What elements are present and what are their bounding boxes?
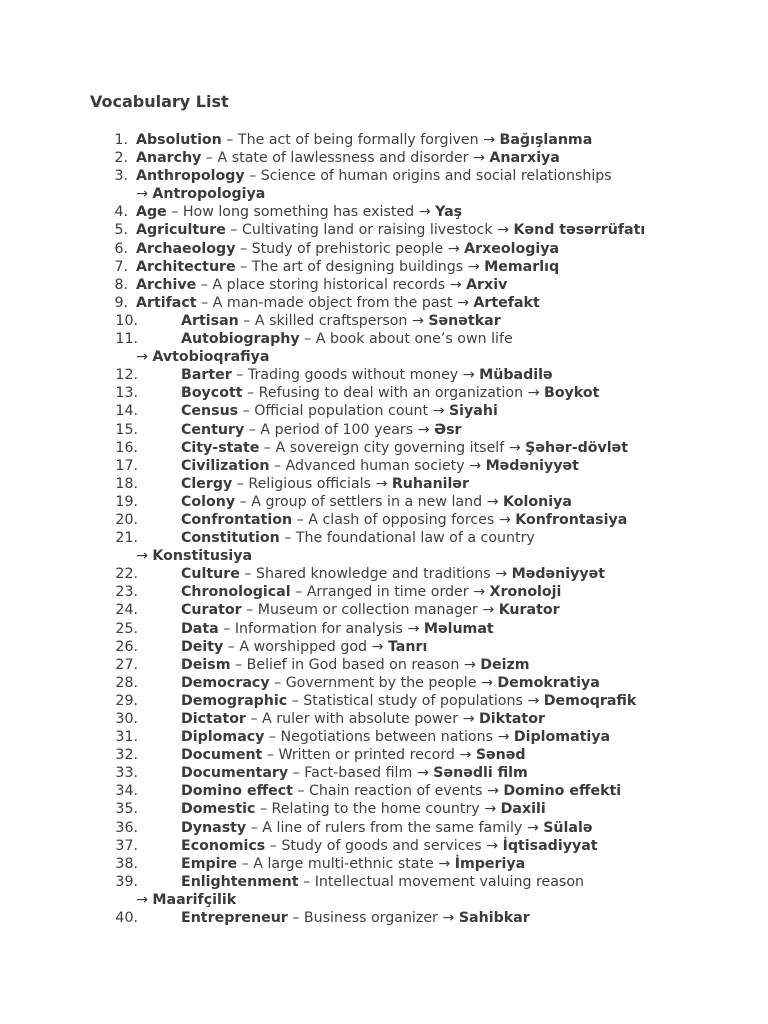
- item-definition: – A worshipped god: [223, 638, 372, 655]
- item-translation: Avtobioqrafiya: [152, 349, 270, 366]
- list-item: [0, 511, 768, 529]
- item-definition: – Information for analysis: [218, 620, 408, 637]
- item-text: [136, 276, 507, 294]
- arrow-icon: →: [417, 421, 435, 438]
- item-text: [181, 638, 427, 656]
- item-translation: Memarlıq: [484, 258, 560, 275]
- arrow-icon: →: [472, 150, 490, 167]
- item-term: Domestic: [181, 801, 256, 818]
- item-translation: Domino effekti: [503, 783, 622, 800]
- list-item: [0, 620, 768, 638]
- item-translation: Sahibkar: [458, 910, 530, 927]
- item-term: Document: [181, 747, 263, 764]
- item-term: Agriculture: [136, 222, 226, 239]
- list-item: [0, 674, 768, 692]
- item-term: Documentary: [181, 765, 289, 782]
- item-term: Deity: [181, 638, 224, 655]
- list-item: [0, 601, 768, 619]
- item-definition: – Statistical study of populations: [287, 692, 528, 709]
- list-item: [0, 819, 768, 837]
- item-text: [181, 746, 526, 764]
- item-number: 22.: [115, 566, 138, 583]
- list-item: [0, 728, 768, 746]
- item-text: [181, 710, 545, 728]
- item-definition: – Science of human origins and social relationships: [244, 168, 612, 185]
- list-item: [0, 565, 768, 583]
- item-definition: – Advanced human society: [269, 457, 470, 474]
- item-text: [181, 439, 628, 457]
- item-definition: – A clash of opposing forces: [292, 511, 499, 528]
- list-item: [0, 276, 768, 294]
- item-translation: Sənətkar: [428, 312, 501, 329]
- item-translation: Yaş: [435, 204, 463, 221]
- item-text: [136, 294, 540, 312]
- list-item: [0, 457, 768, 475]
- item-term: Culture: [181, 566, 240, 583]
- arrow-icon: →: [484, 801, 501, 818]
- item-definition: – A place storing historical records: [196, 276, 450, 293]
- item-definition: – A ruler with absolute power: [245, 711, 463, 727]
- item-translation: Mübadilə: [479, 367, 553, 384]
- item-definition: – A line of rulers from the same family: [246, 819, 527, 836]
- item-term: Colony: [181, 493, 236, 510]
- item-translation: Sülalə: [543, 819, 593, 836]
- item-text: [136, 131, 592, 149]
- item-translation: Konstitusiya: [152, 548, 253, 565]
- item-translation: İqtisadiyyat: [502, 837, 598, 854]
- item-number: 19.: [115, 493, 138, 510]
- item-term: Data: [181, 620, 219, 637]
- item-number: 6.: [114, 240, 128, 257]
- item-term: Diplomacy: [181, 729, 265, 746]
- list-item: [0, 638, 768, 656]
- arrow-icon: →: [371, 638, 388, 655]
- item-term: Empire: [181, 855, 238, 872]
- item-definition: – A period of 100 years: [244, 421, 418, 438]
- item-continuation: [136, 547, 252, 565]
- item-translation: Xronoloji: [489, 584, 562, 601]
- item-translation: Kənd təsərrüfatı: [513, 222, 646, 239]
- item-translation: Arxeologiya: [464, 240, 560, 257]
- item-term: Census: [181, 403, 239, 420]
- list-item: [0, 167, 768, 203]
- item-number: 36.: [115, 819, 138, 836]
- arrow-icon: →: [467, 258, 485, 275]
- item-number: 15.: [115, 421, 138, 438]
- arrow-icon: →: [508, 439, 526, 456]
- arrow-icon: →: [495, 566, 512, 583]
- item-definition: – Museum or collection manager: [241, 602, 483, 619]
- item-text: [181, 909, 530, 927]
- item-text: [136, 240, 559, 258]
- item-number: 28.: [115, 674, 138, 691]
- item-number: 24.: [115, 602, 138, 619]
- item-number: 3.: [114, 168, 128, 185]
- arrow-icon: →: [375, 475, 392, 492]
- list-item: [0, 402, 768, 420]
- item-translation: Antropologiya: [152, 186, 266, 203]
- item-term: Boycott: [181, 385, 243, 402]
- item-definition: – A sovereign city governing itself: [259, 439, 509, 456]
- item-term: Entrepreneur: [181, 910, 288, 927]
- arrow-icon: →: [432, 403, 449, 420]
- list-item: [0, 330, 768, 366]
- arrow-icon: →: [438, 855, 455, 872]
- item-translation: Artefakt: [473, 294, 540, 311]
- item-translation: Maarifçilik: [152, 891, 237, 908]
- list-item: [0, 221, 768, 239]
- item-translation: Deizm: [480, 656, 530, 673]
- item-definition: – Belief in God based on reason: [230, 656, 464, 673]
- list-item: [0, 384, 768, 402]
- item-definition: – The act of being formally forgiven: [221, 132, 484, 148]
- arrow-icon: →: [442, 910, 459, 927]
- item-term: Artisan: [181, 312, 239, 329]
- item-translation: Tanrı: [387, 638, 428, 655]
- item-term: Dictator: [181, 711, 246, 727]
- list-item: [0, 149, 768, 167]
- item-term: Curator: [181, 602, 242, 619]
- arrow-icon: →: [447, 240, 465, 257]
- arrow-icon: →: [526, 819, 544, 836]
- list-item: [0, 873, 768, 909]
- list-item: [0, 203, 768, 221]
- item-term: Domino effect: [181, 783, 293, 800]
- item-translation: Mədəniyyət: [485, 457, 579, 474]
- item-definition: – A man-made object from the past: [196, 294, 457, 311]
- item-text: [181, 601, 560, 619]
- item-definition: – Business organizer: [287, 910, 443, 927]
- item-translation: Koloniya: [503, 493, 572, 510]
- item-number: 27.: [115, 656, 138, 673]
- item-text: [136, 258, 559, 276]
- item-text: [136, 203, 462, 221]
- item-text: [181, 764, 528, 782]
- item-definition: – Religious officials: [232, 475, 376, 492]
- item-text: [181, 692, 636, 710]
- item-text: [181, 330, 513, 348]
- item-term: Archive: [136, 276, 197, 293]
- item-number: 34.: [115, 783, 138, 800]
- item-continuation: [136, 185, 265, 203]
- item-number: 17.: [115, 457, 138, 474]
- item-text: [181, 493, 572, 511]
- item-term: Constitution: [181, 530, 280, 547]
- item-number: 33.: [115, 765, 138, 782]
- item-number: 13.: [115, 385, 138, 402]
- item-definition: – How long something has existed: [166, 204, 419, 221]
- item-term: Deism: [181, 656, 231, 673]
- arrow-icon: →: [486, 783, 504, 800]
- vocabulary-list: [0, 131, 768, 927]
- item-translation: Arxiv: [466, 276, 508, 293]
- item-term: Enlightenment: [181, 873, 299, 890]
- list-item: [0, 656, 768, 674]
- item-number: 30.: [115, 711, 138, 727]
- list-item: [0, 366, 768, 384]
- arrow-icon: →: [497, 222, 514, 239]
- item-definition: – A group of settlers in a new land: [235, 493, 487, 510]
- item-number: 1.: [114, 132, 128, 148]
- item-term: Dynasty: [181, 819, 247, 836]
- item-text: [181, 620, 494, 638]
- item-definition: – Written or printed record: [262, 747, 460, 764]
- item-definition: – A state of lawlessness and disorder: [201, 150, 473, 167]
- list-item: [0, 421, 768, 439]
- item-number: 14.: [115, 403, 138, 420]
- item-text: [136, 167, 612, 185]
- item-number: 39.: [115, 873, 138, 890]
- item-definition: – The art of designing buildings: [235, 258, 468, 275]
- item-definition: – Refusing to deal with an organization: [242, 385, 528, 402]
- item-translation: Siyahi: [448, 403, 498, 420]
- item-term: City-state: [181, 439, 260, 456]
- item-translation: Boykot: [544, 385, 600, 402]
- item-number: 38.: [115, 855, 138, 872]
- item-number: 32.: [115, 747, 138, 764]
- list-item: [0, 764, 768, 782]
- item-number: 20.: [115, 511, 138, 528]
- item-text: [136, 149, 560, 167]
- arrow-icon: →: [473, 584, 490, 601]
- list-item: [0, 855, 768, 873]
- item-term: Barter: [181, 367, 232, 384]
- item-number: 29.: [115, 692, 138, 709]
- arrow-icon: →: [418, 204, 436, 221]
- item-translation: Diktator: [479, 711, 545, 727]
- list-item: [0, 258, 768, 276]
- item-translation: Mədəniyyət: [511, 566, 605, 583]
- item-text: [181, 511, 627, 529]
- arrow-icon: →: [136, 891, 153, 908]
- item-text: [181, 583, 561, 601]
- item-term: Autobiography: [181, 331, 300, 348]
- list-item: [0, 312, 768, 330]
- arrow-icon: →: [469, 457, 486, 474]
- arrow-icon: →: [486, 493, 504, 510]
- item-definition: – A skilled craftsperson: [238, 312, 412, 329]
- list-item: [0, 131, 768, 149]
- item-number: 26.: [115, 638, 138, 655]
- arrow-icon: →: [463, 656, 481, 673]
- item-text: [136, 221, 645, 239]
- arrow-icon: →: [457, 294, 474, 311]
- item-number: 9.: [114, 294, 128, 311]
- item-text: [181, 529, 535, 547]
- item-term: Century: [181, 421, 245, 438]
- item-term: Anthropology: [136, 168, 245, 185]
- item-translation: Əsr: [434, 421, 462, 438]
- list-item: [0, 746, 768, 764]
- item-translation: Məlumat: [423, 620, 494, 637]
- item-translation: Sənədli film: [433, 765, 528, 782]
- arrow-icon: →: [483, 132, 500, 148]
- item-continuation: [136, 348, 270, 366]
- item-definition: – Negotiations between nations: [264, 729, 498, 746]
- list-item: [0, 493, 768, 511]
- arrow-icon: →: [462, 367, 480, 384]
- item-definition: – Shared knowledge and traditions: [239, 566, 496, 583]
- item-translation: Demoqrafik: [543, 692, 637, 709]
- item-text: [181, 819, 592, 837]
- item-text: [181, 837, 598, 855]
- item-number: 40.: [115, 910, 138, 927]
- item-definition: – Cultivating land or raising livestock: [225, 222, 498, 239]
- item-definition: – Official population count: [238, 403, 433, 420]
- item-number: 4.: [114, 204, 128, 221]
- list-item: [0, 439, 768, 457]
- item-term: Clergy: [181, 475, 233, 492]
- item-term: Demographic: [181, 692, 288, 709]
- arrow-icon: →: [480, 674, 498, 691]
- arrow-icon: →: [416, 765, 434, 782]
- item-term: Civilization: [181, 457, 270, 474]
- item-number: 35.: [115, 801, 138, 818]
- item-number: 2.: [114, 150, 128, 167]
- item-text: [181, 800, 546, 818]
- arrow-icon: →: [459, 747, 476, 764]
- item-text: [181, 656, 530, 674]
- list-item: [0, 240, 768, 258]
- item-text: [181, 873, 584, 891]
- arrow-icon: →: [482, 602, 499, 619]
- item-text: [181, 402, 498, 420]
- list-item: [0, 475, 768, 493]
- item-text: [181, 366, 553, 384]
- item-definition: – Fact-based film: [288, 765, 417, 782]
- item-definition: – The foundational law of a country: [279, 530, 535, 547]
- item-definition: – Intellectual movement valuing reason: [298, 873, 584, 890]
- item-definition: – Relating to the home country: [255, 801, 485, 818]
- arrow-icon: →: [449, 276, 467, 293]
- page-title: Vocabulary List: [90, 92, 229, 111]
- item-term: Chronological: [181, 584, 291, 601]
- item-definition: – A large multi-ethnic state: [237, 855, 439, 872]
- arrow-icon: →: [136, 548, 153, 565]
- list-item: [0, 529, 768, 565]
- item-term: Architecture: [136, 258, 236, 275]
- item-text: [181, 421, 462, 439]
- item-number: 5.: [114, 222, 128, 239]
- item-term: Economics: [181, 837, 266, 854]
- item-text: [181, 384, 599, 402]
- item-translation: Diplomatiya: [513, 729, 611, 746]
- item-number: 8.: [114, 276, 128, 293]
- item-translation: Daxili: [500, 801, 546, 818]
- item-text: [181, 457, 579, 475]
- item-definition: – A book about one’s own life: [299, 331, 513, 348]
- item-text: [181, 475, 469, 493]
- item-translation: Anarxiya: [489, 150, 560, 167]
- item-term: Anarchy: [136, 150, 202, 167]
- arrow-icon: →: [498, 511, 516, 528]
- arrow-icon: →: [527, 385, 544, 402]
- item-continuation: [136, 891, 236, 909]
- item-text: [181, 855, 525, 873]
- item-translation: Sənəd: [475, 747, 526, 764]
- item-number: 18.: [115, 475, 138, 492]
- item-number: 21.: [115, 530, 138, 547]
- arrow-icon: →: [486, 837, 503, 854]
- item-definition: – Study of prehistoric people: [235, 240, 448, 257]
- item-definition: – Arranged in time order: [290, 584, 474, 601]
- item-definition: – Study of goods and services: [265, 837, 487, 854]
- item-translation: İmperiya: [454, 855, 526, 872]
- item-term: Archaeology: [136, 240, 236, 257]
- item-definition: – Chain reaction of events: [292, 783, 487, 800]
- item-definition: – Trading goods without money: [231, 367, 463, 384]
- list-item: [0, 294, 768, 312]
- item-number: 12.: [115, 367, 138, 384]
- arrow-icon: →: [527, 692, 544, 709]
- list-item: [0, 692, 768, 710]
- item-number: 37.: [115, 837, 138, 854]
- item-term: Age: [136, 204, 167, 221]
- item-translation: Kurator: [498, 602, 560, 619]
- list-item: [0, 710, 768, 728]
- item-translation: Bağışlanma: [499, 132, 593, 148]
- item-number: 31.: [115, 729, 138, 746]
- item-translation: Ruhanilər: [391, 475, 470, 492]
- arrow-icon: →: [462, 711, 479, 727]
- item-term: Absolution: [136, 132, 222, 148]
- item-term: Confrontation: [181, 511, 293, 528]
- list-item: [0, 800, 768, 818]
- arrow-icon: →: [407, 620, 424, 637]
- list-item: [0, 583, 768, 601]
- arrow-icon: →: [136, 186, 153, 203]
- item-text: [181, 674, 600, 692]
- item-number: 23.: [115, 584, 138, 601]
- item-text: [181, 312, 501, 330]
- item-number: 25.: [115, 620, 138, 637]
- item-text: [181, 565, 605, 583]
- arrow-icon: →: [411, 312, 429, 329]
- list-item: [0, 909, 768, 927]
- list-item: [0, 837, 768, 855]
- list-item: [0, 782, 768, 800]
- item-number: 11.: [115, 331, 138, 348]
- item-translation: Demokratiya: [497, 674, 600, 691]
- item-text: [181, 782, 621, 800]
- item-translation: Şəhər-dövlət: [525, 439, 629, 456]
- arrow-icon: →: [136, 349, 153, 366]
- item-term: Artifact: [136, 294, 197, 311]
- item-number: 16.: [115, 439, 138, 456]
- item-number: 7.: [114, 258, 128, 275]
- item-definition: – Government by the people: [269, 674, 481, 691]
- item-term: Democracy: [181, 674, 270, 691]
- item-translation: Konfrontasiya: [515, 511, 628, 528]
- arrow-icon: →: [497, 729, 514, 746]
- item-text: [181, 728, 610, 746]
- item-number: 10.: [115, 312, 138, 329]
